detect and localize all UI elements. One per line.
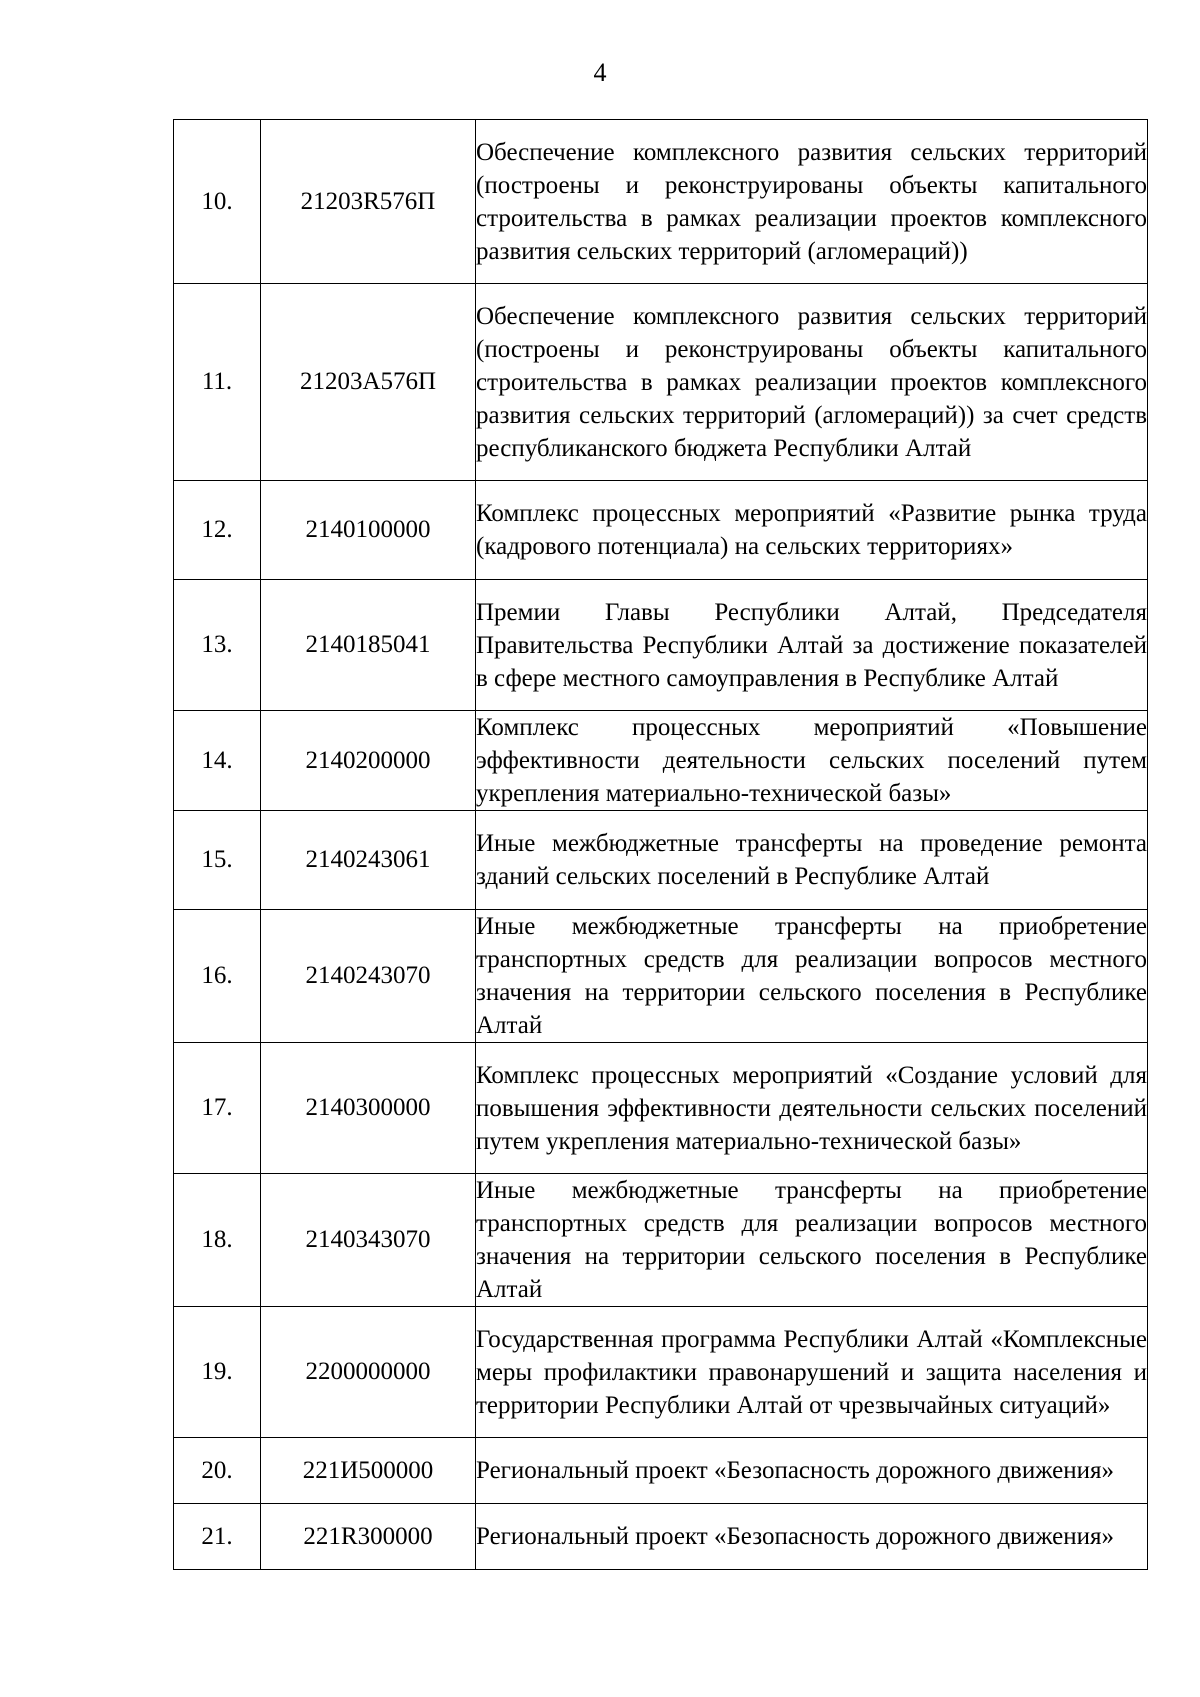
budget-code: 21203А576П bbox=[261, 284, 476, 481]
budget-code: 2140185041 bbox=[261, 580, 476, 711]
row-description: Комплекс процессных мероприятий «Развитие рынка труда (кадрового потенциала) на сельских территориях» bbox=[476, 481, 1148, 580]
table-row bbox=[174, 481, 1148, 580]
table-row bbox=[174, 1504, 1148, 1570]
budget-code: 2140243070 bbox=[261, 910, 476, 1043]
row-number: 21. bbox=[174, 1504, 261, 1570]
table-row bbox=[174, 811, 1148, 910]
table-row bbox=[174, 1307, 1148, 1438]
budget-code: 2200000000 bbox=[261, 1307, 476, 1438]
table-row bbox=[174, 284, 1148, 481]
row-description: Государственная программа Республики Алтай «Комплексные меры профилактики правонарушений и защита населения и территории Республики Алтай от чрезвычайных ситуаций» bbox=[476, 1307, 1148, 1438]
row-number: 10. bbox=[174, 120, 261, 284]
page-number: 4 bbox=[593, 58, 607, 87]
row-description: Премии Главы Республики Алтай, Председателя Правительства Республики Алтай за достижение показателей в сфере местного самоуправления в Республике Алтай bbox=[476, 580, 1148, 711]
row-number: 11. bbox=[174, 284, 261, 481]
row-number: 16. bbox=[174, 910, 261, 1043]
table-row bbox=[174, 910, 1148, 1043]
row-number: 13. bbox=[174, 580, 261, 711]
budget-code: 221И500000 bbox=[261, 1438, 476, 1504]
row-number: 19. bbox=[174, 1307, 261, 1438]
row-description: Региональный проект «Безопасность дорожного движения» bbox=[476, 1438, 1148, 1504]
budget-code: 21203R576П bbox=[261, 120, 476, 284]
table-row bbox=[174, 1438, 1148, 1504]
table-row bbox=[174, 711, 1148, 811]
row-description: Обеспечение комплексного развития сельских территорий (построены и реконструированы объекты капитального строительства в рамках реализации проектов комплексного развития сельских территорий (агломераций)) за счет средств республиканского бюджета Республики Алтай bbox=[476, 284, 1148, 481]
row-description: Обеспечение комплексного развития сельских территорий (построены и реконструированы объекты капитального строительства в рамках реализации проектов комплексного развития сельских территорий (агломераций)) bbox=[476, 120, 1148, 284]
budget-code: 2140100000 bbox=[261, 481, 476, 580]
table-row bbox=[174, 1174, 1148, 1307]
row-number: 20. bbox=[174, 1438, 261, 1504]
budget-code: 2140300000 bbox=[261, 1043, 476, 1174]
budget-code: 2140200000 bbox=[261, 711, 476, 811]
table-row bbox=[174, 1043, 1148, 1174]
row-number: 18. bbox=[174, 1174, 261, 1307]
row-number: 12. bbox=[174, 481, 261, 580]
row-number: 15. bbox=[174, 811, 261, 910]
row-number: 14. bbox=[174, 711, 261, 811]
row-description: Комплекс процессных мероприятий «Создание условий для повышения эффективности деятельности сельских поселений путем укрепления материально-технической базы» bbox=[476, 1043, 1148, 1174]
budget-code: 221R300000 bbox=[261, 1504, 476, 1570]
budget-code: 2140343070 bbox=[261, 1174, 476, 1307]
table-row bbox=[174, 120, 1148, 284]
row-description: Иные межбюджетные трансферты на приобретение транспортных средств для реализации вопросов местного значения на территории сельского поселения в Республике Алтай bbox=[476, 910, 1148, 1043]
row-description: Иные межбюджетные трансферты на приобретение транспортных средств для реализации вопросов местного значения на территории сельского поселения в Республике Алтай bbox=[476, 1174, 1148, 1307]
row-description: Иные межбюджетные трансферты на проведение ремонта зданий сельских поселений в Республике Алтай bbox=[476, 811, 1148, 910]
row-number: 17. bbox=[174, 1043, 261, 1174]
row-description: Региональный проект «Безопасность дорожного движения» bbox=[476, 1504, 1148, 1570]
row-description: Комплекс процессных мероприятий «Повышение эффективности деятельности сельских поселений путем укрепления материально-технической базы» bbox=[476, 711, 1148, 811]
budget-code: 2140243061 bbox=[261, 811, 476, 910]
table-row bbox=[174, 580, 1148, 711]
budget-classification-table bbox=[173, 119, 1148, 1570]
